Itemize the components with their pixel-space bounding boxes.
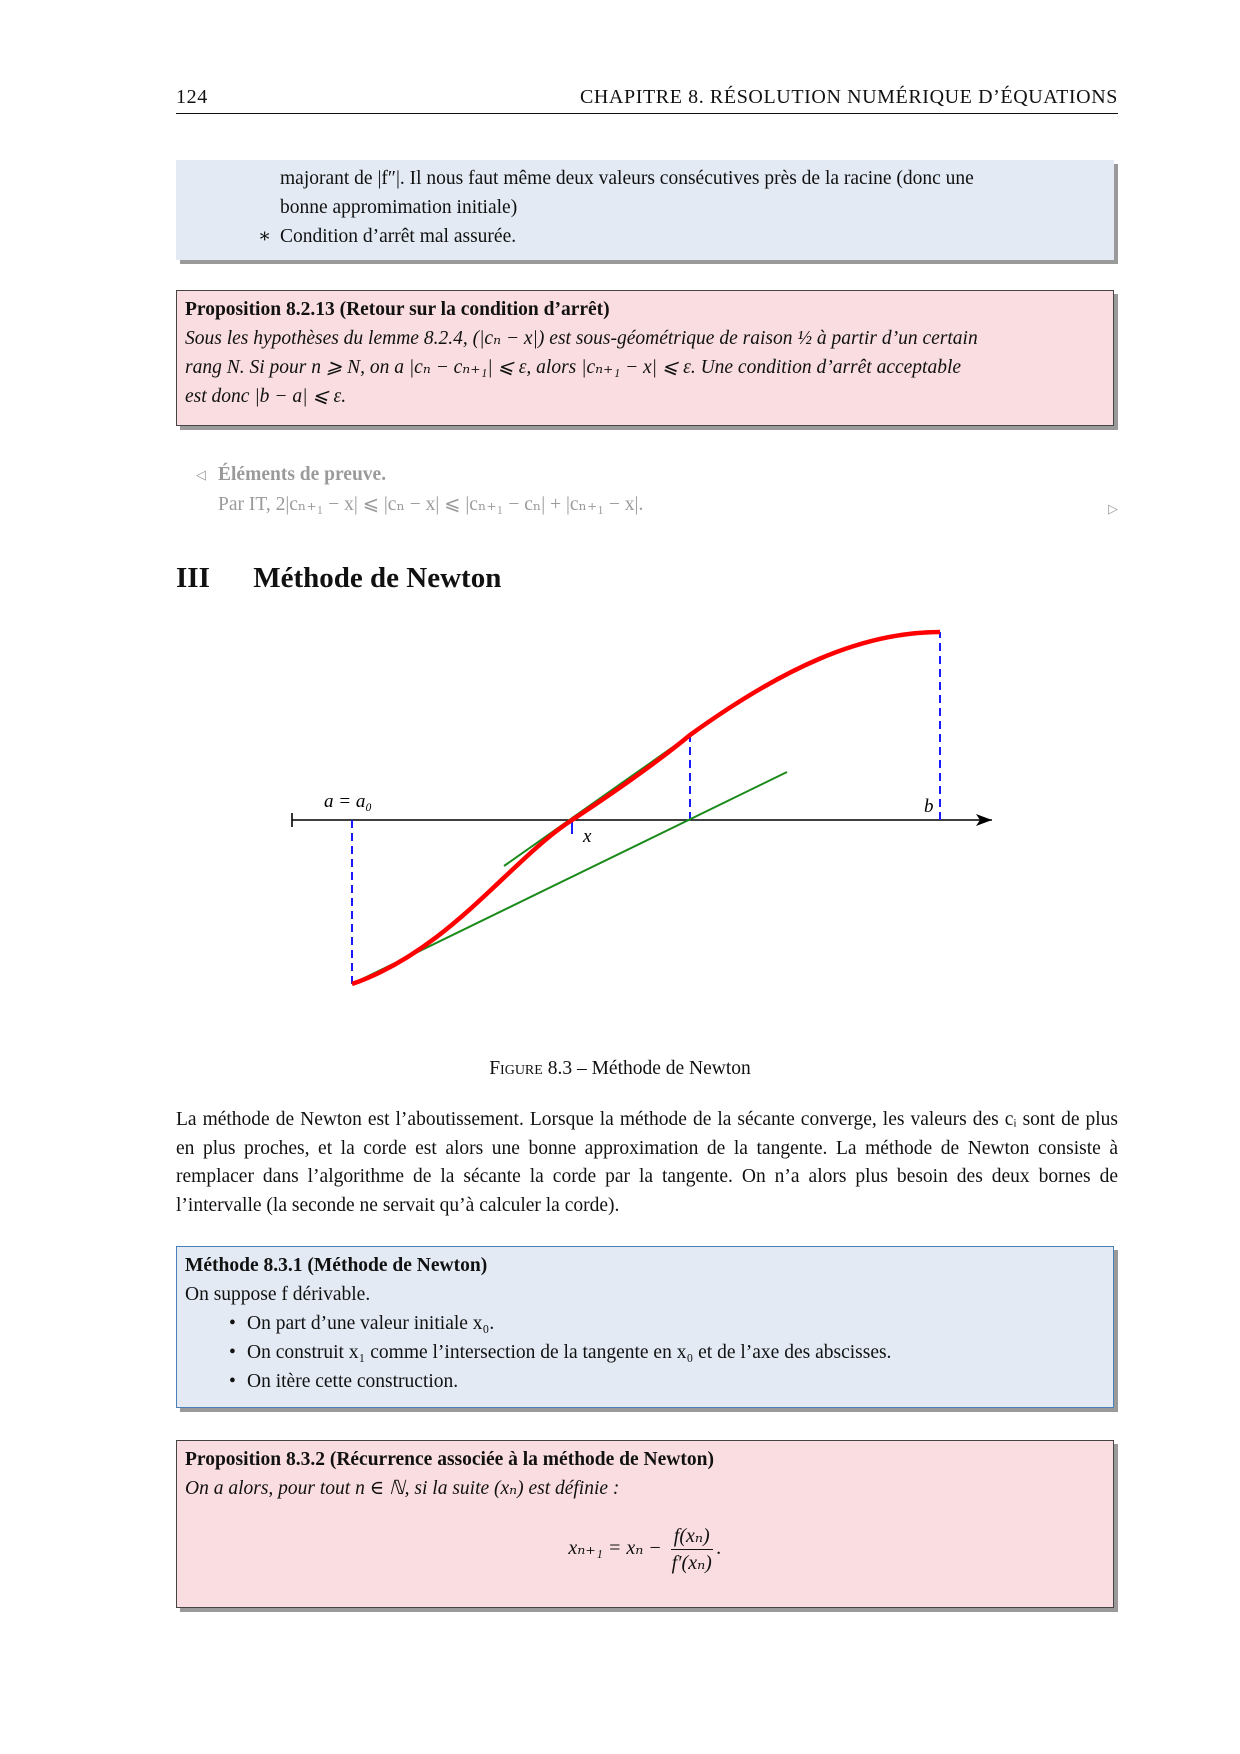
function-curve bbox=[352, 632, 940, 984]
proposition-8-3-2-box bbox=[176, 1440, 1114, 1608]
proposition-body-line-2: rang N. Si pour n ⩾ N, on a |cₙ − cₙ₊₁| ⩽ ε, alors |cₙ₊₁ − x| ⩽ ε. Une condition d’arrêt acceptable bbox=[185, 357, 962, 378]
star-list-text: Condition d’arrêt mal assurée. bbox=[280, 226, 517, 247]
label-b: b bbox=[924, 796, 934, 817]
formula-fraction bbox=[671, 1523, 713, 1576]
proposition-title: Proposition 8.2.13 (Retour sur la condition d’arrêt) bbox=[185, 299, 610, 320]
figure-caption-prefix: Figure 8.3 bbox=[489, 1058, 573, 1079]
list-item: • On construit x₁ comme l’intersection de la tangente en x₀ et de l’axe des abscisses. bbox=[185, 1338, 1105, 1367]
proof-body: Par IT, 2|cₙ₊₁ − x| ⩽ |cₙ − x| ⩽ |cₙ₊₁ − cₙ| + |cₙ₊₁ − x|. bbox=[218, 494, 644, 515]
methode-steps-list bbox=[185, 1309, 1105, 1396]
proposition-body-line-1: Sous les hypothèses du lemme 8.2.4, (|cₙ − x|) est sous-géométrique de raison ½ à partir d’un certain bbox=[185, 328, 978, 349]
section-heading bbox=[176, 562, 501, 595]
formula-numerator: f(xₙ) bbox=[671, 1523, 713, 1550]
proof-elements bbox=[196, 460, 1118, 520]
page-number: 124 bbox=[176, 86, 208, 108]
section-title: Méthode de Newton bbox=[253, 562, 502, 594]
formula-lhs: xₙ₊₁ = xₙ − bbox=[568, 1537, 662, 1560]
continued-text-line-1: majorant de |f″|. Il nous faut même deux valeurs consécutives près de la racine (donc une bbox=[280, 168, 974, 189]
star-list-item bbox=[188, 222, 1102, 251]
methode-title: Méthode 8.3.1 (Méthode de Newton) bbox=[185, 1255, 488, 1276]
proposition-8-2-13-box bbox=[176, 290, 1114, 426]
formula-end: . bbox=[716, 1537, 722, 1560]
body-paragraph: La méthode de Newton est l’aboutissement. Lorsque la méthode de la sécante converge, les valeurs des cᵢ sont de plus en plus proches, et la corde est alors une bonne approximation de la tangente. La méthode de Newton consiste à remplacer dans l’algorithme de la sécante la corde par la tangente. On n’a alors plus besoin des deux bornes de l’intervalle (la seconde ne servait qu’à calculer la corde). bbox=[176, 1109, 1118, 1216]
chapter-title: CHAPITRE 8. RÉSOLUTION NUMÉRIQUE D’ÉQUATIONS bbox=[579, 86, 1118, 108]
newton-recurrence-formula bbox=[185, 1523, 1105, 1576]
figure-caption-text: – Méthode de Newton bbox=[572, 1058, 751, 1079]
continued-remark-box bbox=[176, 160, 1114, 260]
label-x: x bbox=[583, 826, 592, 847]
star-bullet: ∗ bbox=[258, 226, 272, 247]
formula-denominator: f′(xₙ) bbox=[671, 1552, 712, 1574]
label-a: a = a₀ bbox=[324, 791, 372, 812]
newton-method-figure bbox=[280, 620, 1020, 1040]
proposition-title: Proposition 8.3.2 (Récurrence associée à la méthode de Newton) bbox=[185, 1449, 714, 1470]
methode-8-3-1-box bbox=[176, 1246, 1114, 1408]
proof-start-marker: ◁ bbox=[196, 467, 206, 482]
section-number: III bbox=[176, 562, 210, 594]
proof-end-marker: ▷ bbox=[1108, 501, 1118, 516]
proposition-body-line-3: est donc |b − a| ⩽ ε. bbox=[185, 386, 347, 407]
proof-title: Éléments de preuve. bbox=[218, 464, 387, 485]
figure-caption bbox=[0, 1058, 1240, 1080]
proposition-body: On a alors, pour tout n ∈ ℕ, si la suite (xₙ) est définie : bbox=[185, 1478, 620, 1499]
list-item: • On part d’une valeur initiale x₀. bbox=[185, 1309, 1105, 1338]
methode-intro: On suppose f dérivable. bbox=[185, 1284, 371, 1305]
running-head bbox=[176, 86, 1118, 114]
continued-text-line-2: bonne appromimation initiale) bbox=[280, 197, 518, 218]
list-item: • On itère cette construction. bbox=[185, 1367, 1105, 1396]
